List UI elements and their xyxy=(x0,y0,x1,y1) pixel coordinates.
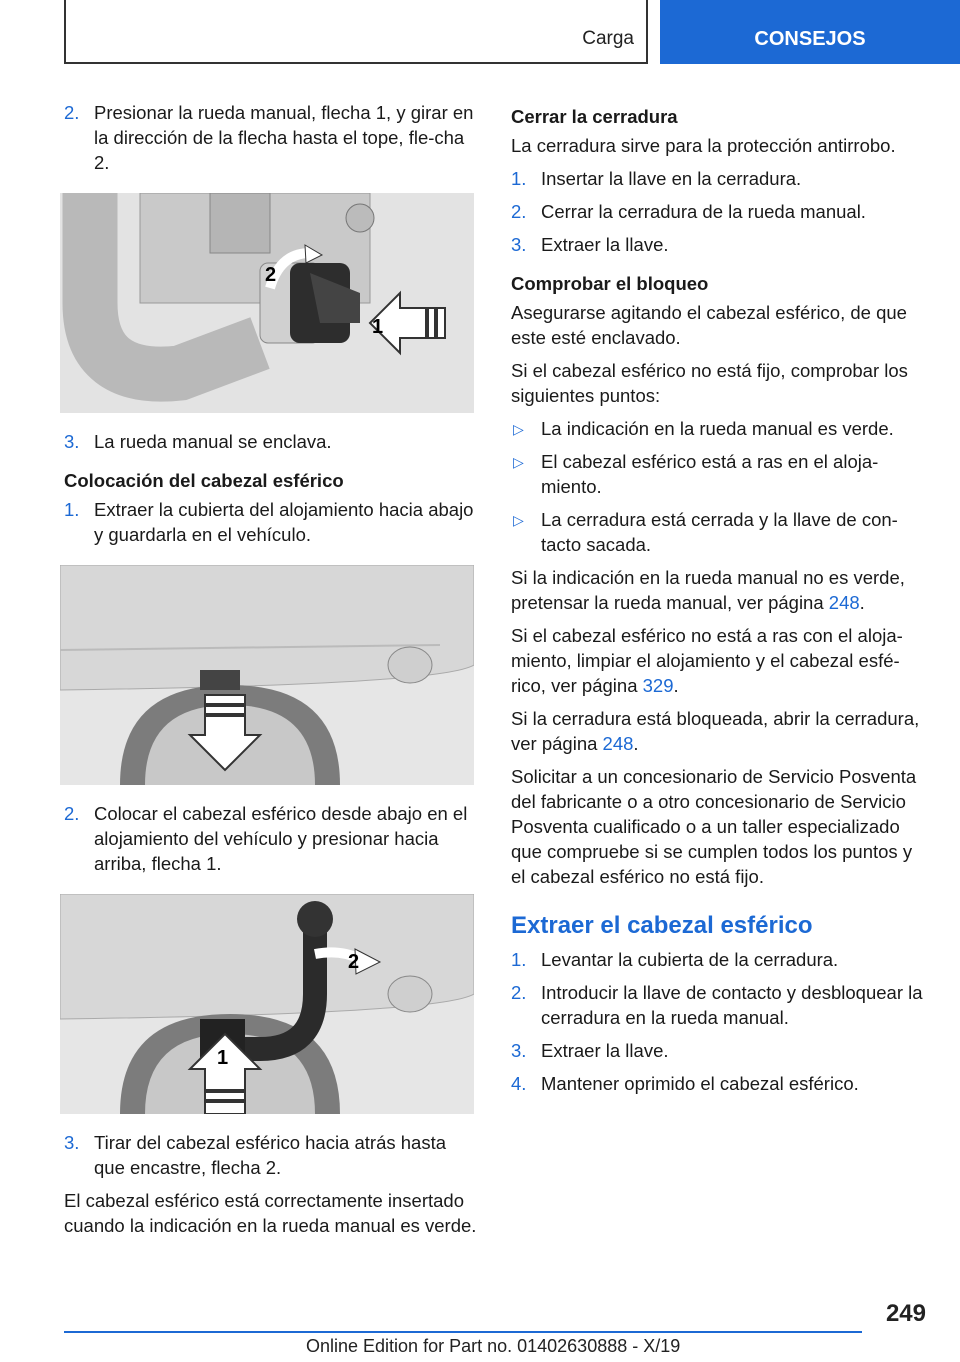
page-reference-link[interactable]: 329 xyxy=(642,675,674,696)
step-text: Levantar la cubierta de la cerradura. xyxy=(541,949,839,970)
step-number: 1. xyxy=(511,949,527,970)
note-correct-insertion: El cabezal esférico está correctamente insertado cuando la indicación en la rueda manual es verde. xyxy=(64,1190,477,1236)
paragraph-not-flush xyxy=(511,623,931,698)
subheading-attach-ball-head: Colocación del cabezal esférico xyxy=(64,470,344,491)
remove-step xyxy=(511,1071,931,1096)
step-number: 3. xyxy=(64,1132,80,1153)
cover-removal-illustration xyxy=(60,565,474,785)
step-number: 4. xyxy=(511,1073,527,1094)
triangle-bullet-icon: ▷ xyxy=(513,421,524,437)
step-text: Tirar del cabezal esférico hacia atrás hasta que encastre, flecha 2. xyxy=(94,1132,447,1178)
arrow-label-1: 1 xyxy=(372,316,384,338)
check-paragraph-1: Asegurarse agitando el cabezal esférico, de que este esté enclavado. xyxy=(511,302,907,348)
paragraph-text: Si la cerradura está bloqueada, abrir la cerradura, ver página xyxy=(511,708,920,754)
page-reference-link[interactable]: 248 xyxy=(828,592,860,613)
paragraph-text: . xyxy=(859,592,865,613)
step-text: Colocar el cabezal esférico desde abajo en el alojamiento del vehículo y presionar hacia arriba, flecha 1. xyxy=(94,803,468,874)
figure-handwheel xyxy=(60,193,474,413)
step-text: Presionar la rueda manual, flecha 1, y girar en la dirección de la flecha hasta el tope, fle‐cha 2. xyxy=(94,102,474,173)
handwheel-illustration xyxy=(60,193,474,413)
remove-step xyxy=(511,980,931,1030)
bullet-text: La indicación en la rueda manual es verde. xyxy=(541,418,894,439)
step-number: 2. xyxy=(64,102,80,123)
step-1-remove-cover xyxy=(64,497,478,547)
left-column xyxy=(64,100,478,1246)
step-number: 2. xyxy=(511,201,527,222)
bullet-text: La cerradura está cerrada y la llave de con‐tacto sacada. xyxy=(541,509,898,555)
step-text: Extraer la llave. xyxy=(541,1040,669,1061)
triangle-bullet-icon: ▷ xyxy=(513,512,524,528)
step-number: 3. xyxy=(64,431,80,452)
remove-step xyxy=(511,1038,931,1063)
lock-step xyxy=(511,199,931,224)
check-paragraph-2: Si el cabezal esférico no está fijo, comprobar los siguientes puntos: xyxy=(511,360,908,406)
triangle-bullet-icon: ▷ xyxy=(513,454,524,470)
paragraph-text: Si la indicación en la rueda manual no es verde, pretensar la rueda manual, ver página xyxy=(511,567,905,613)
check-bullet xyxy=(511,507,931,557)
subheading-check-locking: Comprobar el bloqueo xyxy=(511,273,709,294)
step-number: 2. xyxy=(64,803,80,824)
right-column xyxy=(511,100,931,1104)
header-box xyxy=(64,0,648,64)
step-text: Extraer la llave. xyxy=(541,234,669,255)
step-number: 3. xyxy=(511,234,527,255)
subheading-close-lock: Cerrar la cerradura xyxy=(511,106,678,127)
page-number: 249 xyxy=(885,1300,926,1327)
section-title-remove-ball-head: Extraer el cabezal esférico xyxy=(511,912,813,939)
paragraph-not-green xyxy=(511,565,931,615)
step-3-handwheel-locks xyxy=(64,429,478,454)
remove-step xyxy=(511,947,931,972)
lock-step xyxy=(511,232,931,257)
step-number: 3. xyxy=(511,1040,527,1061)
arrow-label-2: 2 xyxy=(265,264,277,286)
check-bullet xyxy=(511,449,931,499)
lock-step xyxy=(511,166,931,191)
step-text: Extraer la cubierta del alojamiento hacia abajo y guardarla en el vehículo. xyxy=(94,499,474,545)
step-text: Introducir la llave de contacto y desbloquear la cerradura en la rueda manual. xyxy=(541,982,923,1028)
paragraph-text: . xyxy=(633,733,639,754)
step-text: Mantener oprimido el cabezal esférico. xyxy=(541,1073,859,1094)
step-3-pull-back xyxy=(64,1130,478,1180)
lock-intro: La cerradura sirve para la protección antirrobo. xyxy=(511,135,896,156)
step-text: Insertar la llave en la cerradura. xyxy=(541,168,802,189)
footer-divider xyxy=(64,1331,862,1333)
arrow-label-2: 2 xyxy=(348,951,360,973)
figure-remove-cover xyxy=(60,565,474,785)
step-text: La rueda manual se enclava. xyxy=(94,431,332,452)
step-number: 2. xyxy=(511,982,527,1003)
header-chapter-tab[interactable] xyxy=(660,0,960,64)
step-number: 1. xyxy=(511,168,527,189)
step-2-turn-handwheel xyxy=(64,100,478,175)
page-reference-link[interactable]: 248 xyxy=(602,733,634,754)
ball-head-illustration xyxy=(60,894,474,1114)
header-section-title: Carga xyxy=(582,28,634,49)
figure-insert-ball-head xyxy=(60,894,474,1114)
footer-edition: Online Edition for Part no. 01402630888 - X/19 xyxy=(306,1336,681,1356)
paragraph-service: Solicitar a un concesionario de Servicio Posventa del fabricante o a otro concesionario de Servicio Posventa cualificado o a un taller especializado que compruebe si se cumplen todos los puntos y el cabezal esférico no está fijo. xyxy=(511,766,917,887)
step-number: 1. xyxy=(64,499,80,520)
paragraph-text: . xyxy=(673,675,679,696)
arrow-label-1: 1 xyxy=(217,1047,229,1069)
step-text: Cerrar la cerradura de la rueda manual. xyxy=(541,201,866,222)
bullet-text: El cabezal esférico está a ras en el aloja‐miento. xyxy=(541,451,879,497)
step-2-insert-ball-head xyxy=(64,801,478,876)
header-chapter-label: CONSEJOS xyxy=(754,27,866,50)
paragraph-text: Si el cabezal esférico no está a ras con el aloja‐miento, limpiar el alojamiento y el cabezal esfé‐rico, ver página xyxy=(511,625,903,696)
check-bullet xyxy=(511,416,931,441)
paragraph-lock-blocked xyxy=(511,706,931,756)
